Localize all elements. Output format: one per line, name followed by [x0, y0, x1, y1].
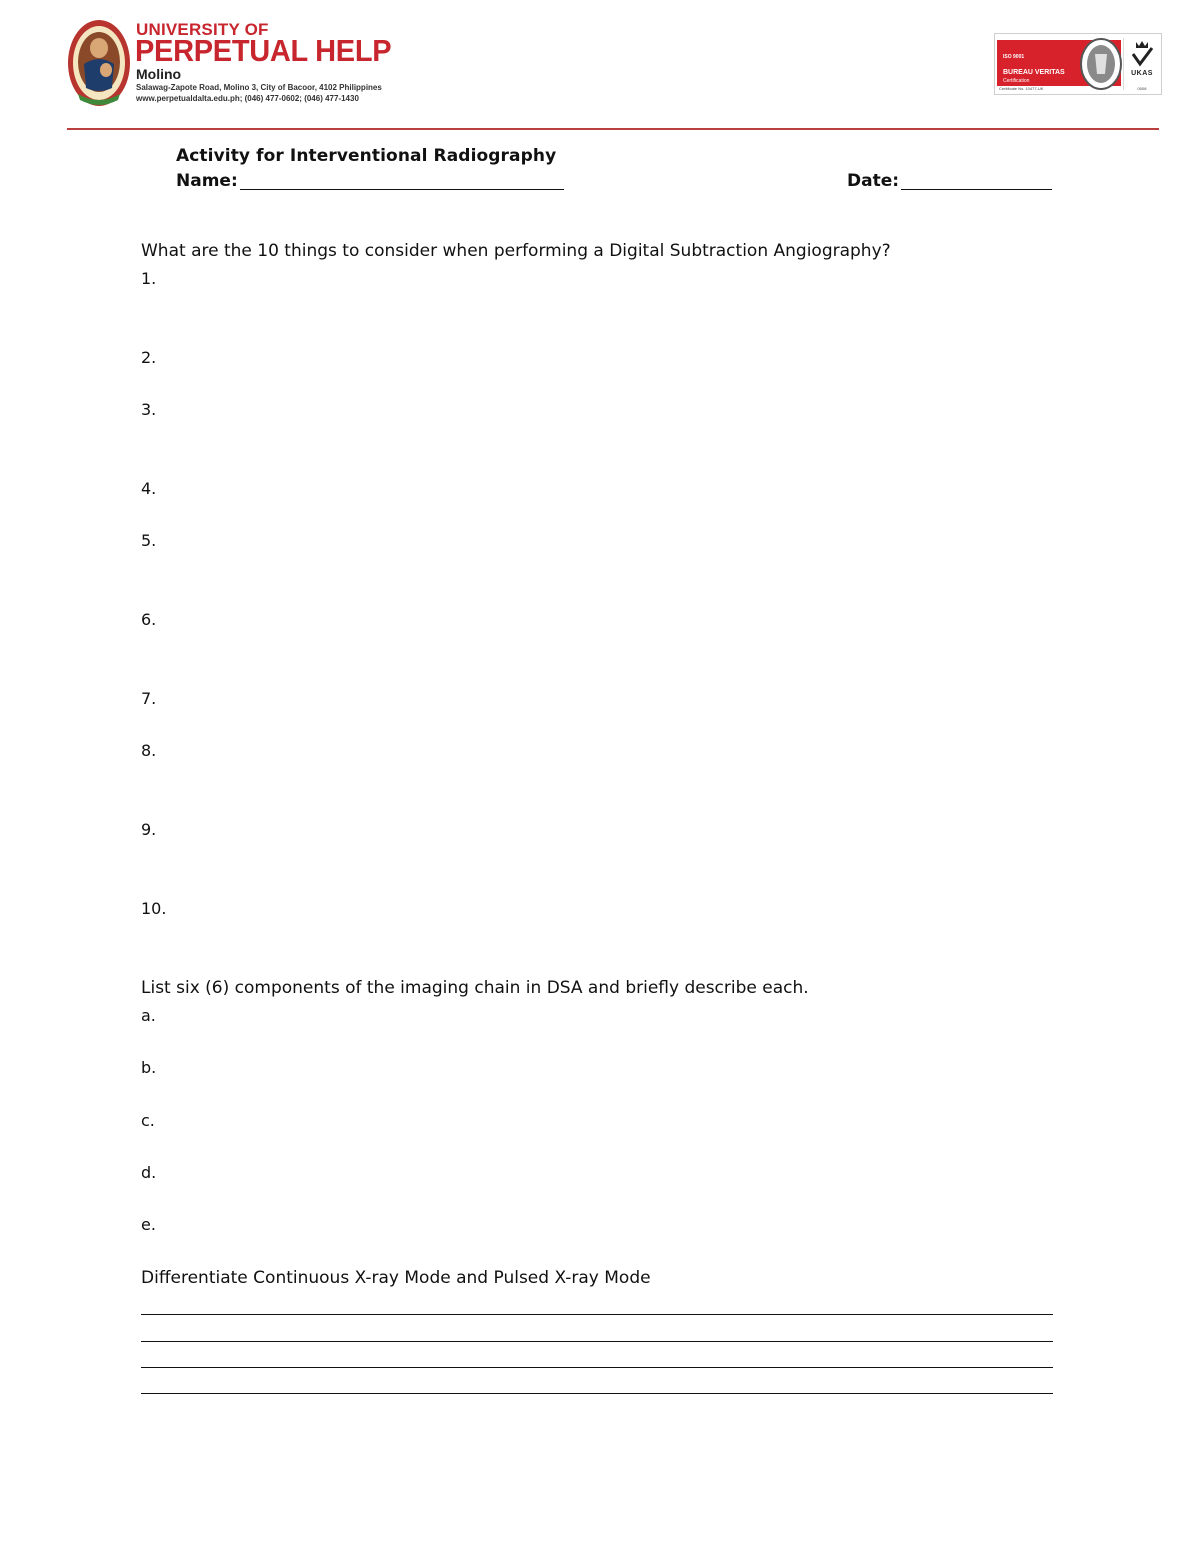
- letterhead: [0, 0, 1200, 132]
- list-item: 8.: [141, 741, 157, 760]
- question-imaging-chain: List six (6) components of the imaging chain in DSA and briefly describe each.: [141, 978, 809, 998]
- activity-title: Activity for Interventional Radiography: [176, 146, 557, 166]
- name-field[interactable]: [240, 189, 564, 190]
- list-item: 5.: [141, 531, 157, 550]
- answer-line[interactable]: [141, 1367, 1053, 1368]
- crown-check-icon: [1124, 38, 1160, 68]
- campus-name: Molino: [136, 66, 182, 82]
- ukas-label: UKAS: [1131, 70, 1153, 77]
- certifier-name: BUREAU VERITAS: [1003, 69, 1065, 76]
- answer-line[interactable]: [141, 1314, 1053, 1315]
- list-item: 3.: [141, 400, 157, 419]
- list-item: c.: [141, 1111, 155, 1130]
- answer-line[interactable]: [141, 1341, 1053, 1342]
- iso-label: ISO 9001: [1003, 54, 1025, 60]
- list-item: a.: [141, 1006, 156, 1025]
- name-label: Name:: [176, 171, 238, 191]
- list-item: e.: [141, 1215, 156, 1234]
- university-name-line2: PERPETUAL HELP: [135, 35, 392, 69]
- list-item: 1.: [141, 269, 157, 288]
- list-item: 7.: [141, 689, 157, 708]
- list-item: 6.: [141, 610, 157, 629]
- university-seal-icon: [66, 18, 132, 108]
- date-field[interactable]: [901, 189, 1052, 190]
- certificate-number: Certificate No. 10477-UK: [999, 86, 1044, 91]
- list-item: 2.: [141, 348, 157, 367]
- date-label: Date:: [847, 171, 900, 191]
- list-item: 4.: [141, 479, 157, 498]
- question-xray-modes: Differentiate Continuous X-ray Mode and Pulsed X-ray Mode: [141, 1268, 651, 1288]
- list-item: d.: [141, 1163, 157, 1182]
- address: Salawag-Zapote Road, Molino 3, City of Bacoor, 4102 Philippines: [136, 83, 382, 92]
- bureau-veritas-seal-icon: [1079, 36, 1129, 92]
- question-dsa-considerations: What are the 10 things to consider when performing a Digital Subtraction Angiography?: [141, 241, 891, 261]
- certification-label: Certification: [1003, 78, 1030, 84]
- answer-line[interactable]: [141, 1393, 1053, 1394]
- ukas-number: 0008: [1137, 86, 1147, 91]
- list-item: b.: [141, 1058, 157, 1077]
- certification-badge: [994, 33, 1162, 95]
- header-divider: [67, 128, 1159, 130]
- university-name-line1: UNIVERSITY OF: [136, 20, 269, 39]
- list-item: 9.: [141, 820, 157, 839]
- contact-info: www.perpetualdalta.edu.ph; (046) 477-0602; (046) 477-1430: [136, 94, 359, 103]
- ukas-mark: [1123, 38, 1159, 90]
- list-item: 10.: [141, 899, 167, 918]
